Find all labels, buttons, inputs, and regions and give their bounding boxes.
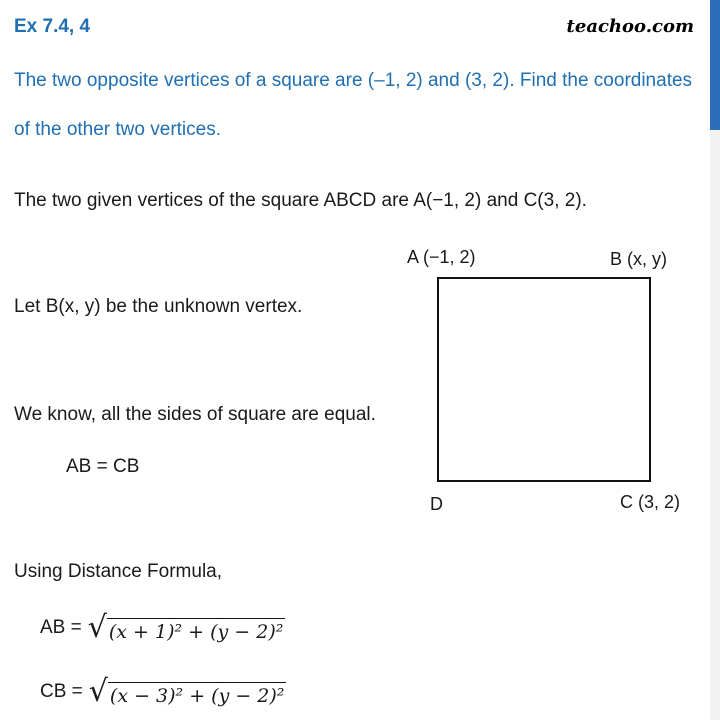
ab-equals-cb: AB = CB: [66, 456, 140, 477]
ab-equation-label: AB =: [40, 617, 82, 638]
brand-logo: teachoo.com: [566, 16, 694, 37]
ab-equation: [40, 610, 285, 645]
scrollbar-track[interactable]: [710, 0, 720, 720]
question-text: The two opposite vertices of a square are (–1, 2) and (3, 2). Find the coordinates of the other two vertices.: [14, 70, 693, 140]
cb-equation-expression: (x − 3)² + (y − 2)²: [108, 682, 287, 707]
exercise-title: Ex 7.4, 4: [14, 16, 91, 37]
vertex-label-d: D: [430, 494, 443, 514]
let-statement: Let B(x, y) be the unknown vertex.: [14, 296, 303, 317]
cb-equation: [40, 674, 286, 709]
scrollbar-thumb[interactable]: [710, 0, 720, 130]
square-abcd-figure: [437, 277, 651, 482]
given-statement: The two given vertices of the square ABCD are A(−1, 2) and C(3, 2).: [14, 190, 587, 211]
cb-equation-label: CB =: [40, 681, 83, 702]
vertex-label-c: C (3, 2): [620, 492, 681, 512]
distance-formula-label: Using Distance Formula,: [14, 561, 223, 582]
vertex-label-b: B (x, y): [610, 249, 667, 269]
sqrt-symbol: √: [87, 610, 107, 645]
sqrt-symbol: √: [88, 674, 108, 709]
ab-equation-expression: (x + 1)² + (y − 2)²: [107, 618, 286, 643]
sides-equal-statement: We know, all the sides of square are equal.: [14, 404, 376, 425]
vertex-label-a: A (−1, 2): [407, 247, 476, 267]
